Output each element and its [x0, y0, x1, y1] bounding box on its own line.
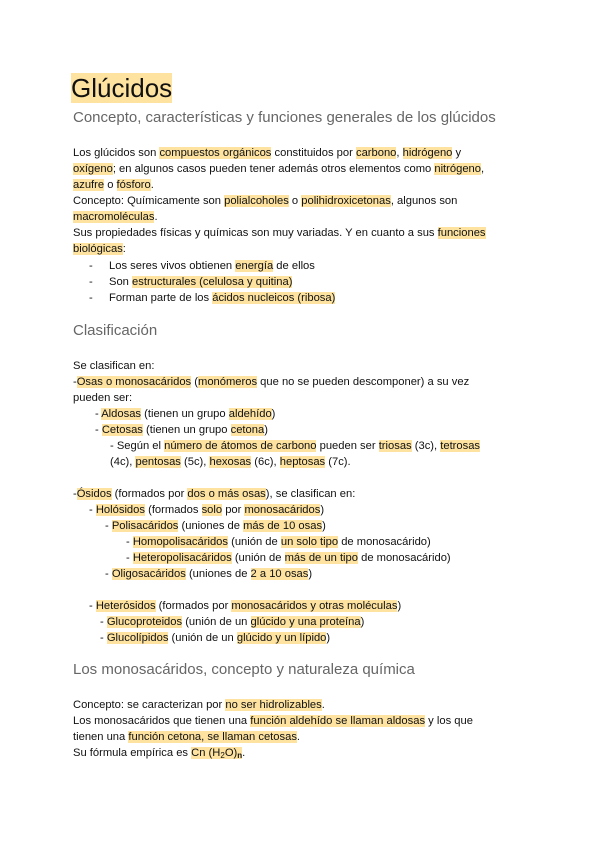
highlight: heptosas: [279, 456, 326, 468]
highlight: fósforo: [116, 179, 151, 191]
highlight: Ósidos: [76, 488, 112, 500]
paragraph-line: Los glúcidos son compuestos orgánicos constituidos por carbono, hidrógeno y: [73, 147, 462, 159]
paragraph-line: biológicas:: [73, 243, 126, 255]
highlight: Polisacáridos: [111, 520, 179, 532]
paragraph-line: -Osas o monosacáridos (monómeros que no se pueden descomponer) a su vez: [73, 376, 470, 388]
highlight: Heterósidos: [95, 600, 156, 612]
list-item: - Aldosas (tienen un grupo aldehído): [95, 408, 276, 420]
paragraph-line: tienen una función cetona, se llaman cetosas.: [73, 731, 301, 743]
section-heading-concepto: Concepto, características y funciones generales de los glúcidos: [73, 109, 496, 126]
highlight: glúcido y una proteína: [250, 616, 361, 628]
list-item: - Forman parte de los ácidos nucleicos (ribosa): [89, 292, 336, 304]
highlight: dos o más osas: [187, 488, 266, 500]
highlight: macromoléculas: [73, 211, 155, 223]
highlight: carbono: [355, 147, 397, 159]
paragraph-line: pueden ser:: [73, 392, 133, 404]
highlight: aldehído: [228, 408, 272, 420]
highlight: Glucolípidos: [106, 632, 169, 644]
document-title: Glúcidos: [71, 73, 173, 103]
highlight: triosas: [378, 440, 412, 452]
list-item: - Según el número de átomos de carbono pueden ser triosas (3c), tetrosas: [110, 440, 481, 452]
highlight: monómeros: [198, 376, 258, 388]
highlight: función aldehído se llaman aldosas: [250, 715, 426, 727]
bullet-dash: -: [89, 276, 93, 288]
highlight: monosacáridos: [244, 504, 321, 516]
paragraph-line: azufre o fósforo.: [73, 179, 154, 191]
highlight: oxígeno: [73, 163, 113, 175]
section-heading-monosacaridos: Los monosacáridos, concepto y naturaleza química: [73, 661, 415, 678]
highlight: pentosas: [135, 456, 181, 468]
highlight: número de átomos de carbono: [164, 440, 317, 452]
list-item: - Heterósidos (formados por monosacáridos y otras moléculas): [89, 600, 402, 612]
highlight: no ser hidrolizables: [225, 699, 322, 711]
highlight: Oligosacáridos: [111, 568, 186, 580]
paragraph-line: Se clasifican en:: [73, 360, 155, 372]
highlight: cetona: [230, 424, 265, 436]
paragraph-line: oxígeno; en algunos casos pueden tener además otros elementos como nitrógeno,: [73, 163, 485, 175]
highlight: tetrosas: [440, 440, 481, 452]
highlight: función cetona, se llaman cetosas: [128, 731, 297, 743]
paragraph-line: Concepto: se caracterizan por no ser hidrolizables.: [73, 699, 325, 711]
highlight: Homopolisacáridos: [132, 536, 228, 548]
list-item: - Oligosacáridos (uniones de 2 a 10 osas): [105, 568, 313, 580]
highlight: solo: [201, 504, 223, 516]
list-item-continuation: (4c), pentosas (5c), hexosas (6c), heptosas (7c).: [110, 456, 351, 468]
paragraph-line: Su fórmula empírica es Cn $(H_2O)_n$.: [73, 747, 246, 760]
formula-highlight: Cn $(H_2O)_n$: [191, 747, 243, 760]
highlight: nitrógeno: [434, 163, 481, 175]
section-heading-clasificacion: Clasificación: [73, 322, 158, 339]
highlight: 2 a 10 osas: [250, 568, 309, 580]
highlight: un solo tipo: [280, 536, 339, 548]
list-item: - Homopolisacáridos (unión de un solo tipo de monosacárido): [126, 536, 431, 548]
highlight: estructurales (celulosa y quitina): [132, 276, 293, 288]
bullet-dash: -: [89, 260, 93, 272]
highlight: más de 10 osas: [243, 520, 323, 532]
list-item: - Los seres vivos obtienen energía de ellos: [89, 260, 315, 272]
highlight: Glucoproteidos: [106, 616, 183, 628]
highlight: compuestos orgánicos: [159, 147, 272, 159]
highlight: Cetosas: [101, 424, 143, 436]
list-item: - Holósidos (formados solo por monosacáridos): [89, 504, 325, 516]
highlight: Heteropolisacáridos: [132, 552, 232, 564]
highlight: biológicas: [73, 243, 123, 255]
list-item: - Son estructurales (celulosa y quitina): [89, 276, 293, 288]
highlight: azufre: [73, 179, 105, 191]
highlight: polihidroxicetonas: [301, 195, 391, 207]
list-item: - Cetosas (tienen un grupo cetona): [95, 424, 268, 436]
paragraph-line: Concepto: Químicamente son polialcoholes o polihidroxicetonas, algunos son: [73, 195, 458, 207]
list-item: - Glucolípidos (unión de un glúcido y un lípido): [100, 632, 331, 644]
highlight: energía: [235, 260, 274, 272]
highlight: Aldosas: [101, 408, 142, 420]
paragraph-line: Sus propiedades físicas y químicas son muy variadas. Y en cuanto a sus funciones: [73, 227, 486, 239]
highlight: Osas o monosacáridos: [76, 376, 192, 388]
list-item: - Heteropolisacáridos (unión de más de un tipo de monosacárido): [126, 552, 451, 564]
paragraph-line: macromoléculas.: [73, 211, 158, 223]
highlight: hexosas: [209, 456, 252, 468]
highlight: funciones: [437, 227, 486, 239]
highlight: más de un tipo: [284, 552, 358, 564]
paragraph-line: -Ósidos (formados por dos o más osas), se clasifican en:: [73, 488, 356, 500]
list-item: - Glucoproteidos (unión de un glúcido y una proteína): [100, 616, 365, 628]
paragraph-line: Los monosacáridos que tienen una función aldehído se llaman aldosas y los que: [73, 715, 473, 727]
highlight: hidrógeno: [402, 147, 453, 159]
highlight: Holósidos: [95, 504, 145, 516]
highlight: polialcoholes: [224, 195, 289, 207]
list-item: - Polisacáridos (uniones de más de 10 osas): [105, 520, 326, 532]
bullet-dash: -: [89, 292, 93, 304]
highlight: glúcido y un lípido: [236, 632, 327, 644]
highlight: ácidos nucleicos (ribosa): [212, 292, 336, 304]
highlight: monosacáridos y otras moléculas: [231, 600, 398, 612]
